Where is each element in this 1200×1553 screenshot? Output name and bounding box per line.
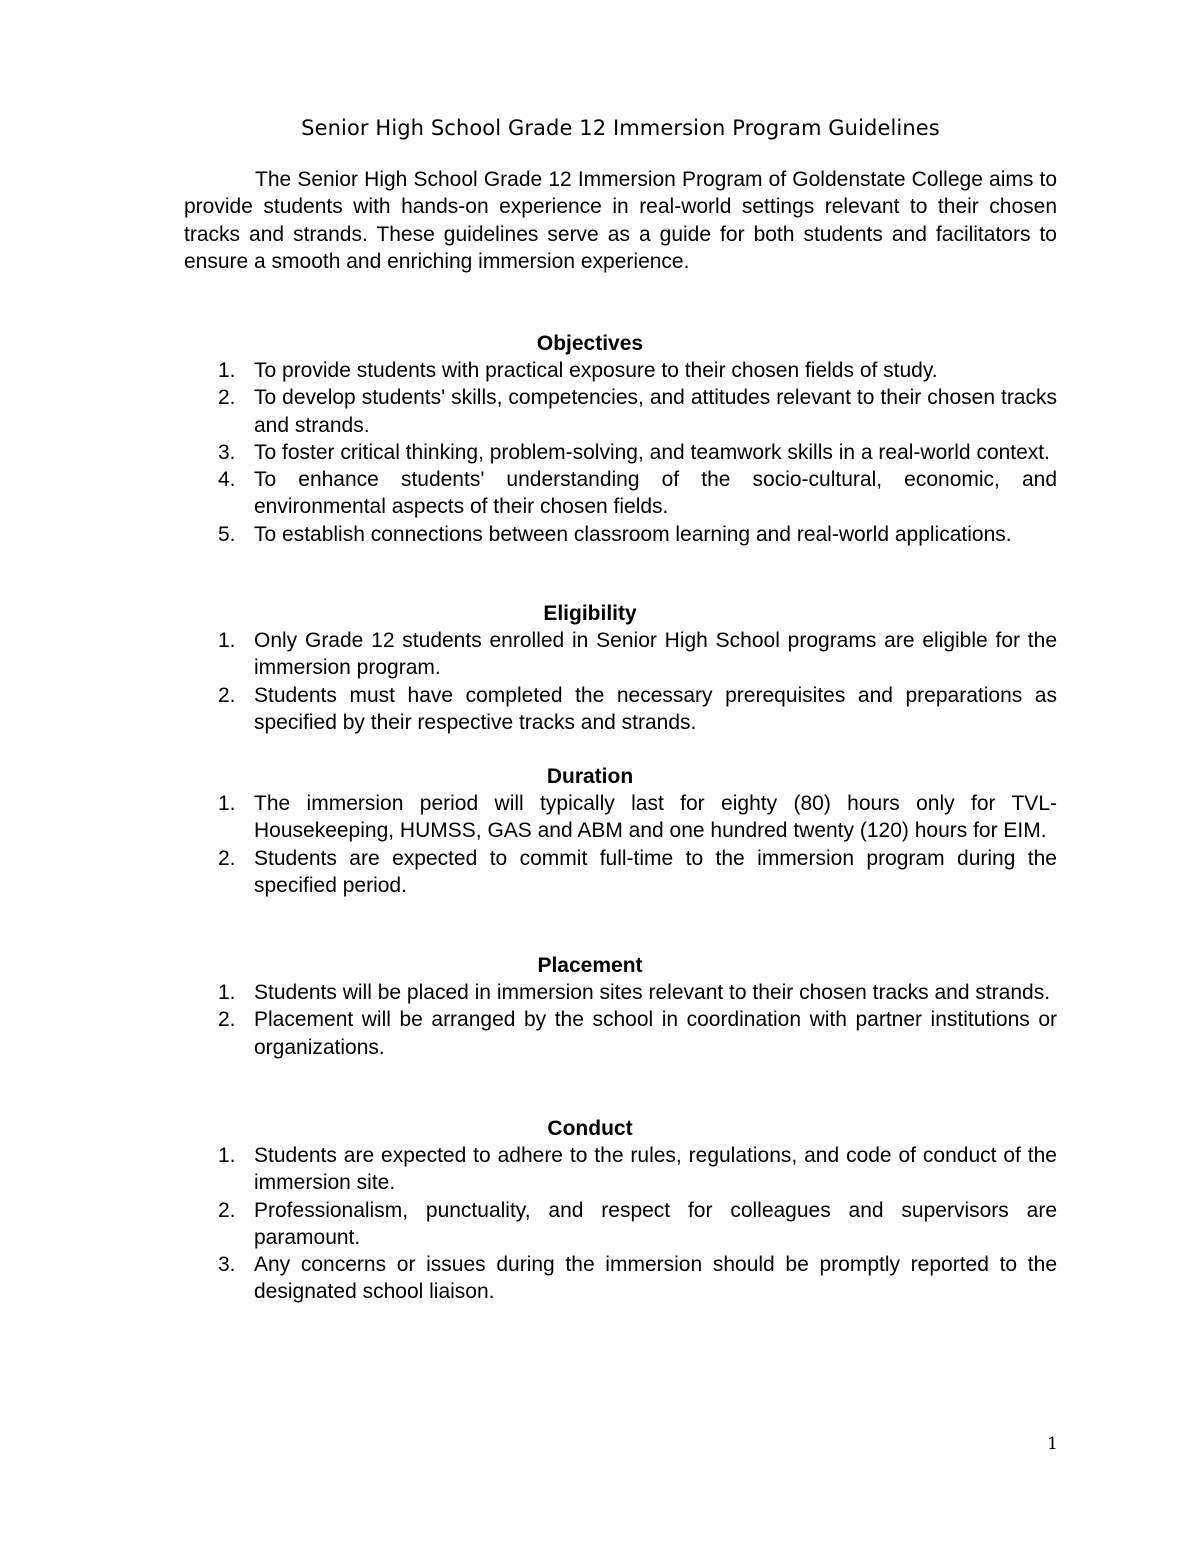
list-item-text: To develop students' skills, competencies, and attitudes relevant to their chosen tracks and strands. <box>254 386 1057 437</box>
list-item <box>184 682 1057 737</box>
list-number: 2. <box>218 386 236 410</box>
section-heading-duration: Duration <box>546 765 634 788</box>
objectives-list <box>184 357 1057 548</box>
list-number: 2. <box>218 846 236 870</box>
eligibility-list <box>184 627 1057 736</box>
document-title: Senior High School Grade 12 Immersion Program Guidelines <box>301 116 940 140</box>
list-number: 1. <box>218 981 236 1004</box>
list-number: 2. <box>218 1008 236 1032</box>
list-item-text: Students must have completed the necessary prerequisites and preparations as specified by their respective tracks and strands. <box>254 683 1057 734</box>
list-item <box>184 521 1057 548</box>
list-item <box>184 357 1057 384</box>
list-number: 3. <box>218 440 236 464</box>
list-number: 2. <box>218 683 236 707</box>
list-item-text: Students will be placed in immersion sites relevant to their chosen tracks and strands. <box>254 981 1051 1004</box>
list-number: 1. <box>218 359 236 382</box>
list-item <box>184 1142 1057 1197</box>
list-number: 5. <box>218 522 236 546</box>
conduct-list <box>184 1142 1057 1306</box>
list-number: 4. <box>218 468 236 492</box>
list-item <box>184 1197 1057 1252</box>
section-heading-eligibility: Eligibility <box>543 602 637 625</box>
section-heading-placement: Placement <box>537 954 643 977</box>
list-item-text: Students are expected to adhere to the rules, regulations, and code of conduct of the immersion site. <box>254 1144 1057 1195</box>
list-item-text: Placement will be arranged by the school in coordination with partner institutions or organizations. <box>254 1008 1057 1059</box>
list-item <box>184 845 1057 900</box>
list-item-text: To foster critical thinking, problem-solving, and teamwork skills in a real-world context. <box>254 440 1050 464</box>
list-item-text: To enhance students' understanding of the socio-cultural, economic, and environmental aspects of their chosen fields. <box>254 468 1057 519</box>
list-number: 1. <box>218 792 236 815</box>
page-number: 1 <box>1047 1434 1058 1454</box>
list-item <box>184 1006 1057 1061</box>
list-item <box>184 466 1057 521</box>
list-item-text: Professionalism, punctuality, and respect for colleagues and supervisors are paramount. <box>254 1198 1057 1249</box>
list-item <box>184 979 1057 1006</box>
list-item-text: To establish connections between classroom learning and real-world applications. <box>254 522 1012 546</box>
list-number: 2. <box>218 1198 236 1222</box>
section-heading-objectives: Objectives <box>536 332 644 355</box>
list-item-text: Students are expected to commit full-time to the immersion program during the specified period. <box>254 846 1057 897</box>
intro-paragraph: The Senior High School Grade 12 Immersion Program of Goldenstate College aims to provide students with hands-on experience in real-world settings relevant to their chosen tracks and strands. These guidelines serve as a guide for both students and facilitators to ensure a smooth and enriching immersion experience. <box>184 168 1057 273</box>
list-number: 3. <box>218 1253 236 1277</box>
section-heading-conduct: Conduct <box>547 1117 633 1140</box>
list-item <box>184 627 1057 682</box>
list-item <box>184 439 1057 466</box>
list-item-text: Only Grade 12 students enrolled in Senior High School programs are eligible for the immersion program. <box>254 629 1057 680</box>
list-item-text: Any concerns or issues during the immersion should be promptly reported to the designated school liaison. <box>254 1253 1057 1304</box>
list-number: 1. <box>218 1144 236 1167</box>
list-item <box>184 1251 1057 1306</box>
list-item <box>184 790 1057 845</box>
duration-list <box>184 790 1057 899</box>
list-item-text: The immersion period will typically last for eighty (80) hours only for TVL-Housekeeping, HUMSS, GAS and ABM and one hundred twenty (120) hours for EIM. <box>254 792 1057 843</box>
list-item-text: To provide students with practical exposure to their chosen fields of study. <box>254 359 938 382</box>
list-item <box>184 384 1057 439</box>
list-number: 1. <box>218 629 236 652</box>
placement-list <box>184 979 1057 1061</box>
